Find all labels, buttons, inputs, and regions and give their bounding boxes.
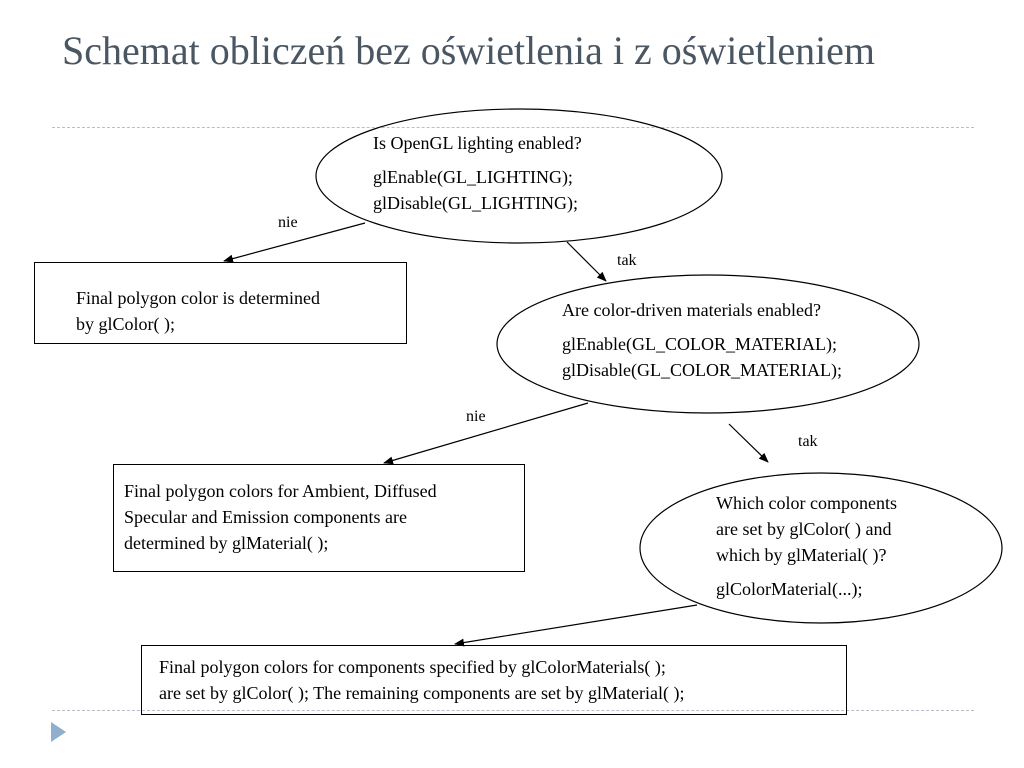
result-glcolor-line-2: by glColor( );: [76, 314, 175, 334]
decision-color-material-enable-call: glEnable(GL_COLOR_MATERIAL);: [562, 334, 837, 354]
result-glmaterial-line-2: Specular and Emission components are: [124, 507, 407, 527]
arrow-lighting-yes: [567, 242, 606, 281]
label-color-material-yes: tak: [798, 433, 818, 450]
decision-color-components: [716, 490, 897, 602]
decision-color-components-line-2: are set by glColor( ) and: [716, 519, 892, 539]
decision-color-components-line-3: which by glMaterial( )?: [716, 545, 887, 565]
result-glmaterial-line-1: Final polygon colors for Ambient, Diffused: [124, 481, 437, 501]
result-colormaterial-line-2: are set by glColor( ); The remaining components are set by glMaterial( );: [159, 683, 685, 703]
arrow-color-components-result: [455, 605, 697, 644]
decision-color-components-line-1: Which color components: [716, 493, 897, 513]
result-colormaterial-box: [141, 645, 847, 715]
slide-title: Schemat obliczeń bez oświetlenia i z oświetleniem: [62, 28, 876, 73]
decision-color-material: [562, 297, 842, 383]
result-glcolor-line-1: Final polygon color is determined: [76, 288, 320, 308]
result-glmaterial-box: [113, 464, 525, 572]
decision-lighting-disable-call: glDisable(GL_LIGHTING);: [373, 193, 578, 213]
decision-color-material-disable-call: glDisable(GL_COLOR_MATERIAL);: [562, 360, 842, 380]
decision-lighting-question: Is OpenGL lighting enabled?: [373, 133, 582, 153]
result-glcolor-box: [34, 262, 407, 344]
label-color-material-no: nie: [466, 408, 486, 425]
arrow-color-material-yes: [729, 424, 768, 462]
label-lighting-no: nie: [278, 214, 298, 231]
label-lighting-yes: tak: [617, 252, 637, 269]
result-colormaterial-line-1: Final polygon colors for components specified by glColorMaterials( );: [159, 657, 666, 677]
arrow-color-material-no: [384, 403, 588, 463]
decision-lighting-enable-call: glEnable(GL_LIGHTING);: [373, 167, 573, 187]
decision-lighting: [373, 130, 582, 216]
result-glmaterial-line-3: determined by glMaterial( );: [124, 533, 329, 553]
decision-color-material-question: Are color-driven materials enabled?: [562, 300, 822, 320]
decision-color-components-call: glColorMaterial(...);: [716, 579, 863, 599]
